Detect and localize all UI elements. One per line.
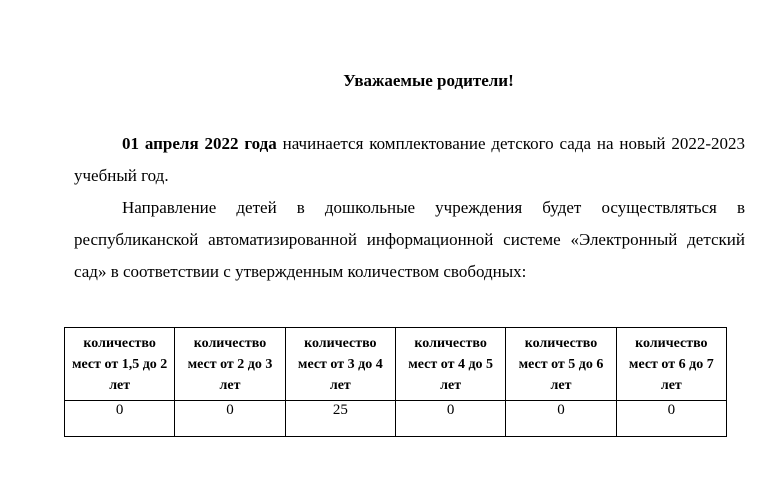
paragraph-referral: Направление детей в дошкольные учреждения будет осуществляться в республиканской автоматизированной информационной системе «Электронный детский сад» в соответствии с утвержденным количеством свободных: (74, 198, 745, 281)
header-age-4-5: количество мест от 4 до 5 лет (395, 328, 505, 401)
start-date: 01 апреля 2022 года (122, 134, 277, 153)
header-age-1-5-2: количество мест от 1,5 до 2 лет (65, 328, 175, 401)
paragraph-start-date (74, 128, 745, 192)
header-age-5-6: количество мест от 5 до 6 лет (506, 328, 616, 401)
header-age-6-7: количество мест от 6 до 7 лет (616, 328, 726, 401)
value-age-2-3: 0 (175, 401, 285, 437)
value-age-6-7: 0 (616, 401, 726, 437)
header-age-2-3: количество мест от 2 до 3 лет (175, 328, 285, 401)
free-seats-table (64, 327, 727, 437)
table-header-row (65, 328, 727, 401)
header-age-3-4: количество мест от 3 до 4 лет (285, 328, 395, 401)
document-title: Уважаемые родители! (343, 71, 514, 90)
value-age-1-5-2: 0 (65, 401, 175, 437)
table-row (65, 401, 727, 437)
value-age-5-6: 0 (506, 401, 616, 437)
value-age-4-5: 0 (395, 401, 505, 437)
value-age-3-4: 25 (285, 401, 395, 437)
paragraph-start-date-text: начинается комплектование детского сада на новый 2022-2023 учебный год. (74, 134, 745, 185)
